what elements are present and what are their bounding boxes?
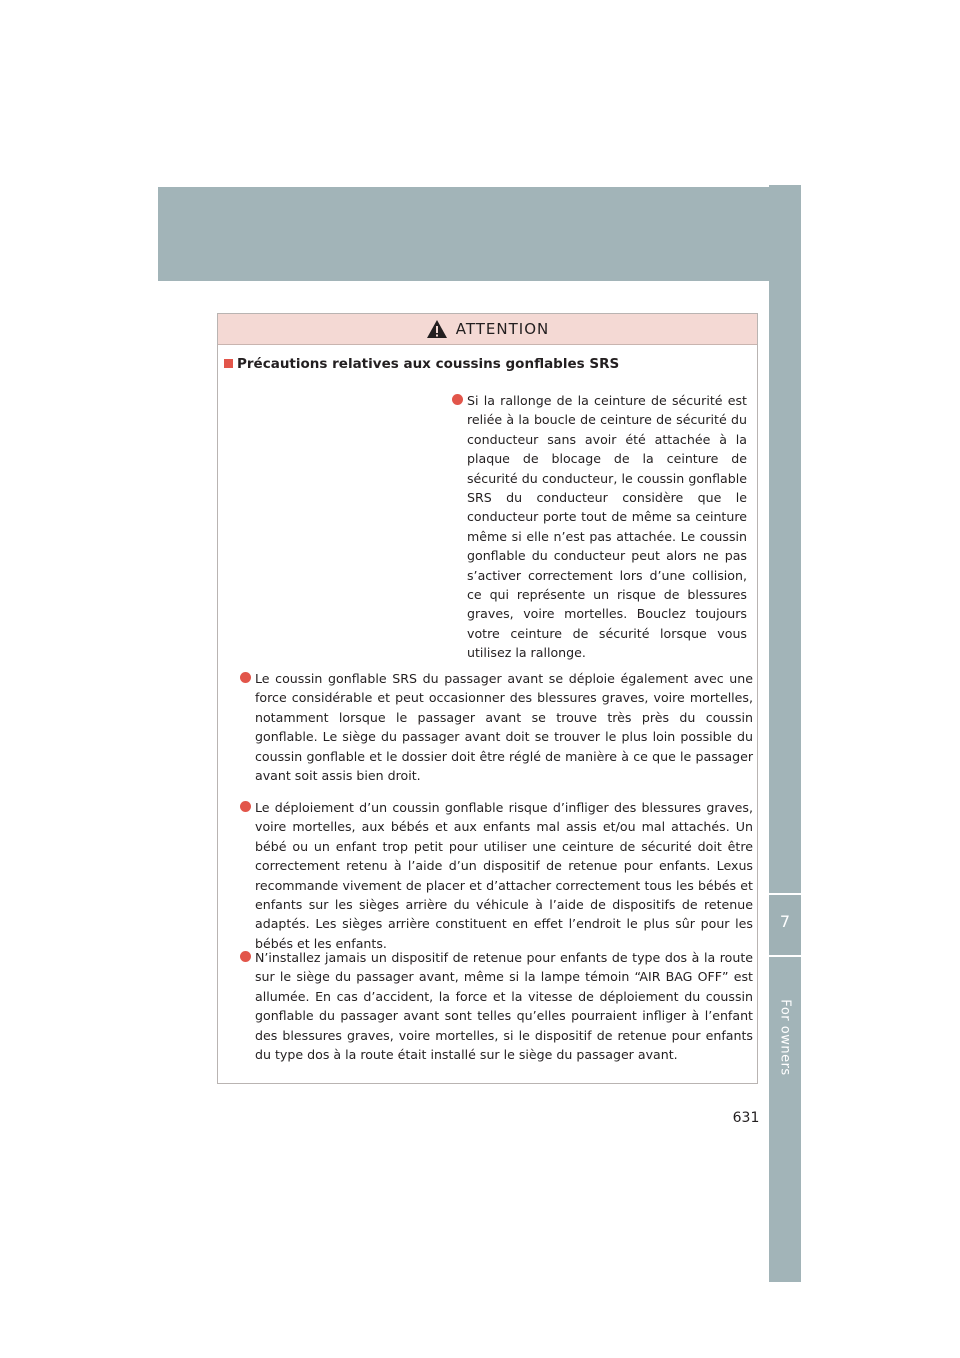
attention-box	[217, 313, 758, 1084]
bullet-item	[240, 798, 753, 953]
bullet-text: Le coussin gonflable SRS du passager avant se déploie également avec une force considérable et peut occasionner des blessures graves, voire mortelles, notamment lorsque le passager avant se trouve très près du coussin gonflable. Le siège du passager avant doit se trouver le plus loin possible du coussin gonflable et le dossier doit être réglé de manière à ce que le passager avant soit assis bien droit.	[255, 671, 753, 784]
bullet-dot-icon	[240, 672, 251, 683]
section-title-text: Précautions relatives aux coussins gonflables SRS	[237, 356, 620, 372]
bullet-dot-icon	[452, 394, 463, 405]
attention-title: ATTENTION	[455, 320, 550, 338]
bullet-dot-icon	[240, 951, 251, 962]
bullet-text: N’installez jamais un dispositif de retenue pour enfants de type dos à la route sur le siège du passager avant, même si la lampe témoin “AIR BAG OFF” est allumée. En cas d’accident, la force et la vitesse de déploiement du coussin gonflable du passager avant sont telles qu’elles pourraient infliger à l’enfant des blessures graves, voire mortelles, si le dispositif de retenue pour enfants du type dos à la route était installé sur le siège du passager avant.	[255, 950, 753, 1063]
bullet-item	[240, 948, 753, 1064]
warning-triangle-icon	[426, 319, 448, 339]
header-band	[158, 187, 801, 281]
bullet-text: Si la rallonge de la ceinture de sécurité est reliée à la boucle de ceinture de sécurité du conducteur sans avoir été attachée à la plaque de blocage de la ceinture de sécurité du conducteur, le coussin gonflable SRS du conducteur considère que le conducteur porte tout de même sa ceinture même si elle n’est pas attachée. Le coussin gonflable du conducteur peut alors ne pas s’activer correctement lors d’une collision, ce qui représente un risque de blessures graves, voire mortelles. Bouclez toujours votre ceinture de sécurité lorsque vous utilisez la rallonge.	[467, 393, 747, 661]
section-title	[224, 356, 619, 372]
illustration-placeholder	[228, 392, 433, 662]
page-number: 631	[732, 1110, 760, 1126]
bullet-item	[452, 391, 747, 663]
chapter-side-tab	[769, 185, 801, 1282]
chapter-label: For owners	[777, 999, 793, 1076]
section-square-icon	[224, 359, 233, 368]
bullet-item	[240, 669, 753, 785]
chapter-number: 7	[779, 912, 791, 931]
bullet-text: Le déploiement d’un coussin gonflable risque d’infliger des blessures graves, voire mortelles, aux bébés et aux enfants mal assis et/ou mal attachés. Un bébé ou un enfant trop petit pour utiliser une ceinture de sécurité doit être correctement retenu à l’aide d’un dispositif de retenue pour enfants. Lexus recommande vivement de placer et d’attacher correctement tous les bébés et enfants sur les sièges arrière du véhicule à l’aide de dispositifs de retenue adaptés. Les sièges arrière constituent en effet l’endroit le plus sûr pour les bébés et les enfants.	[255, 800, 753, 951]
attention-header	[218, 314, 757, 345]
bullet-dot-icon	[240, 801, 251, 812]
